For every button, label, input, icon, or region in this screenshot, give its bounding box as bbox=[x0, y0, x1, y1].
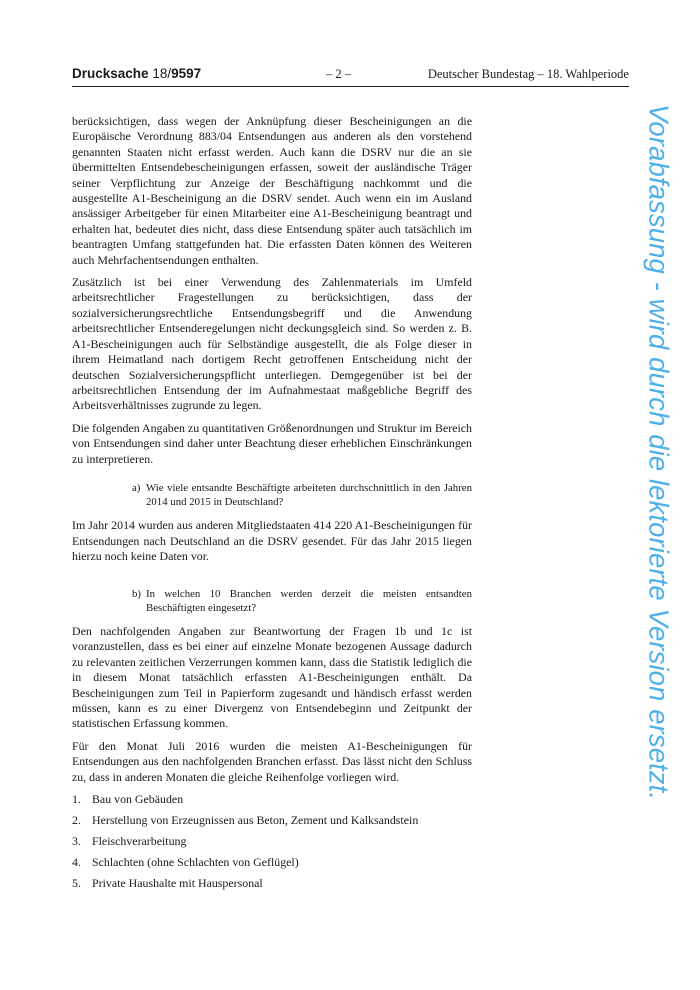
list-item-number: 2. bbox=[72, 813, 81, 828]
paragraph-2: Zusätzlich ist bei einer Verwendung des Zahlenmaterials im Umfeld arbeitsrechtlicher Fragestellungen zu berücksichtigen, dass der sozialversicherungsrechtliche Entsendungsbegriff und die Anwendung arbeitsrechtlicher Entsenderegelungen nicht deckungsgleich sind. So werden z. B. A1-Bescheinigungen auch für Selbständige ausgestellt, die als Folge dieser in ihrem Heimatland nach dortigem Recht getroffenen Entscheidung nicht der deutschen Sozialversicherungspflicht unterliegen. Demgegenüber ist bei der arbeitsrechtlichen Entsendung der im Aufnahmestaat maßgebliche Begriff des Arbeitsverhältnisses zugrunde zu legen. bbox=[72, 275, 472, 413]
list-item-number: 1. bbox=[72, 792, 81, 807]
list-item-number: 3. bbox=[72, 834, 81, 849]
paragraph-4: Im Jahr 2014 wurden aus anderen Mitgliedstaaten 414 220 A1-Bescheinigungen für Entsendungen nach Deutschland an die DSRV gesendet. Für das Jahr 2015 liegen hierzu noch keine Daten vor. bbox=[72, 518, 472, 564]
doc-number: 9597 bbox=[171, 66, 202, 81]
publisher: Deutscher Bundestag – 18. Wahlperiode bbox=[427, 67, 629, 81]
question-b-text: In welchen 10 Branchen werden derzeit die meisten entsandten Beschäftigten eingesetzt? bbox=[146, 587, 472, 614]
list-item-text: Schlachten (ohne Schlachten von Geflügel) bbox=[92, 855, 299, 870]
question-b bbox=[132, 587, 472, 615]
list-item bbox=[72, 792, 472, 807]
list-item-text: Bau von Gebäuden bbox=[92, 792, 184, 807]
list-item-number: 5. bbox=[72, 876, 81, 891]
page-number: – 2 – bbox=[326, 67, 351, 81]
paragraph-6: Für den Monat Juli 2016 wurden die meisten A1-Bescheinigungen für Entsendungen aus den nachfolgenden Branchen erfasst. Das lässt nicht den Schluss zu, dass in anderen Monaten die gleiche Reihenfolge vorliegen wird. bbox=[72, 738, 472, 784]
list-item bbox=[72, 855, 472, 870]
page-header bbox=[72, 66, 629, 87]
paragraph-3: Die folgenden Angaben zu quantitativen Größenordnungen und Struktur im Bereich von Entsendungen sind daher unter Beachtung dieser erheblichen Einschränkungen zu interpretieren. bbox=[72, 420, 472, 466]
document-number bbox=[72, 66, 201, 81]
doc-label: Drucksache bbox=[72, 66, 149, 81]
question-a bbox=[132, 481, 472, 509]
question-a-text: Wie viele entsandte Beschäftigte arbeiteten durchschnittlich in den Jahren 2014 und 2015 in Deutschland? bbox=[146, 481, 472, 509]
preliminary-version-watermark: Vorabfassung - wird durch die lektorierte Version ersetzt. bbox=[643, 104, 675, 801]
list-item-text: Fleischverarbeitung bbox=[92, 834, 187, 849]
branch-list bbox=[72, 792, 472, 891]
paragraph-1: berücksichtigen, dass wegen der Anknüpfung dieser Bescheinigungen an die Europäische Verordnung 883/04 Entsendungen aus anderen als den vorstehend genannten Staaten nicht erfasst werden. Auch kann die DSRV nur die an sie übermittelten Entsendebescheinigungen erfassen, soweit der ausländische Träger seiner Verpflichtung zur Anzeige der Beschäftigung nachkommt und die ausgestellte A1-Bescheinigung an die DSRV sendet. Auch wenn ein im Ausland ansässiger Arbeitgeber für einen Mitarbeiter eine A1-Bescheinigung beantragt und erhalten hat, bedeutet dies nicht, dass diese Entsendung später auch tatsächlich im beantragten Umfang stattgefunden hat. Die erfassten Daten können des Weiteren auch Mehrfachentsendungen enthalten. bbox=[72, 114, 472, 267]
list-item-text: Herstellung von Erzeugnissen aus Beton, Zement und Kalksandstein bbox=[92, 813, 419, 828]
list-item-number: 4. bbox=[72, 855, 81, 870]
main-content bbox=[72, 114, 472, 897]
doc-number-prefix: 18/ bbox=[152, 66, 172, 81]
list-item bbox=[72, 813, 472, 828]
list-item-text: Private Haushalte mit Hauspersonal bbox=[92, 876, 263, 891]
paragraph-5: Den nachfolgenden Angaben zur Beantwortung der Fragen 1b und 1c ist voranzustellen, dass es bei einer auf einzelne Monate bezogenen Aussage dadurch zu relevanten zeitlichen Verzerrungen kommen kann, dass die Statistik lediglich die in diesem Monat tatsächlich erfassten A1-Bescheinigungen enthält. Da Bescheinigungen zum Teil in Papierform zugesandt und händisch erfasst werden müssen, kann es zu einer Divergenz von Entsendebeginn und Zeitpunkt der statistischen Erfassung kommen. bbox=[72, 623, 472, 731]
question-b-letter: b) bbox=[132, 587, 141, 600]
question-a-letter: a) bbox=[132, 481, 141, 494]
list-item bbox=[72, 876, 472, 891]
list-item bbox=[72, 834, 472, 849]
